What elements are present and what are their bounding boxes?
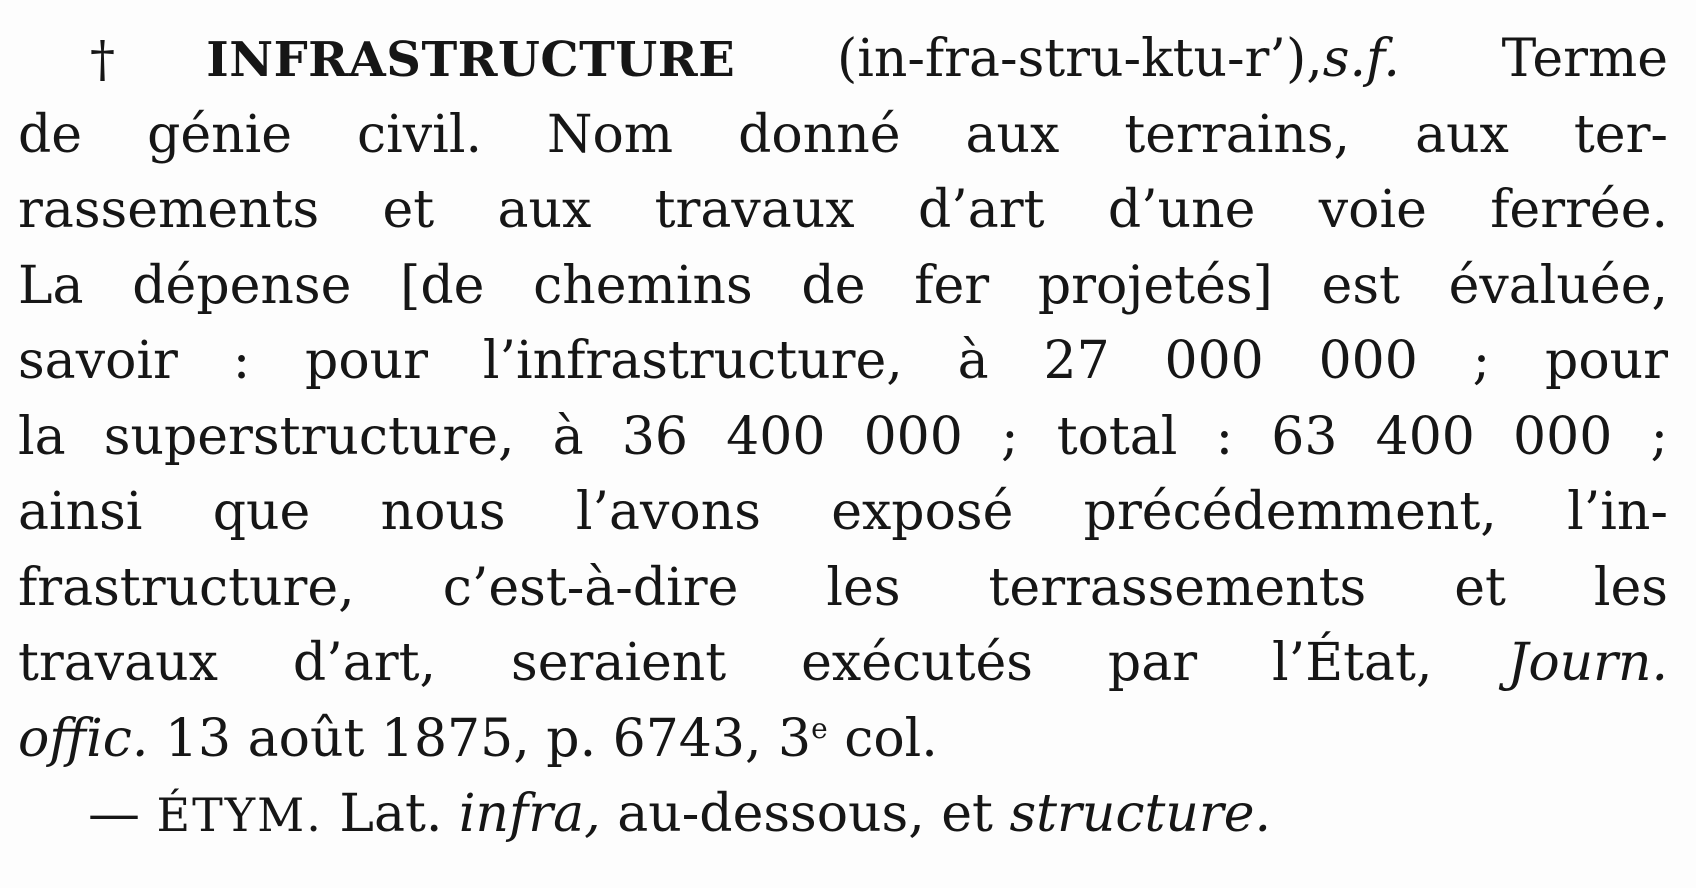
em-dash: — [88,784,140,844]
etymology-label: ÉTYM. [156,788,323,842]
entry-line-5: savoir : pour l’infrastructure, à 27 000 000 ; pour [18,331,1668,391]
ordinal-superscript: e [811,711,828,745]
etymology-gloss: au-dessous, et [617,784,993,844]
headword: INFRASTRUCTURE [206,32,736,88]
definition-text: Terme [1501,29,1669,89]
root-word: structure. [1009,784,1272,844]
entry-line-4: La dépense [de chemins de fer projetés] est évaluée, [18,255,1668,316]
citation-source: Journ. [1507,633,1668,693]
citation-source-cont: offic. [18,708,149,769]
dictionary-entry [18,22,1668,853]
entry-line-10 [18,702,1668,778]
citation-details: 13 août 1875, p. 6743, 3 [164,708,812,769]
entry-line-1 [18,22,1668,98]
entry-line-3: rassements et aux travaux d’art d’une voie ferrée. [18,180,1668,240]
entry-line-9 [18,626,1668,702]
dagger-mark: † [90,30,201,88]
quotation-end: travaux d’art, seraient exécutés par l’État, [18,633,1433,693]
language-label: Lat. [339,784,443,844]
pronunciation: (in-fra-stru-ktu-r’), [836,29,1323,89]
entry-line-7: ainsi que nous l’avons exposé précédemment, l’in- [18,482,1668,542]
entry-line-2: de génie civil. Nom donné aux terrains, aux ter- [18,104,1668,165]
entry-line-6: la superstructure, à 36 400 000 ; total : 63 400 000 ; [18,406,1668,467]
citation-column: col. [844,708,938,769]
grammar-tag: s.f. [1322,29,1400,89]
entry-line-8: frastructure, c’est-à-dire les terrassements et les [18,557,1668,618]
latin-word: infra, [458,784,601,844]
etymology-line [18,777,1668,853]
